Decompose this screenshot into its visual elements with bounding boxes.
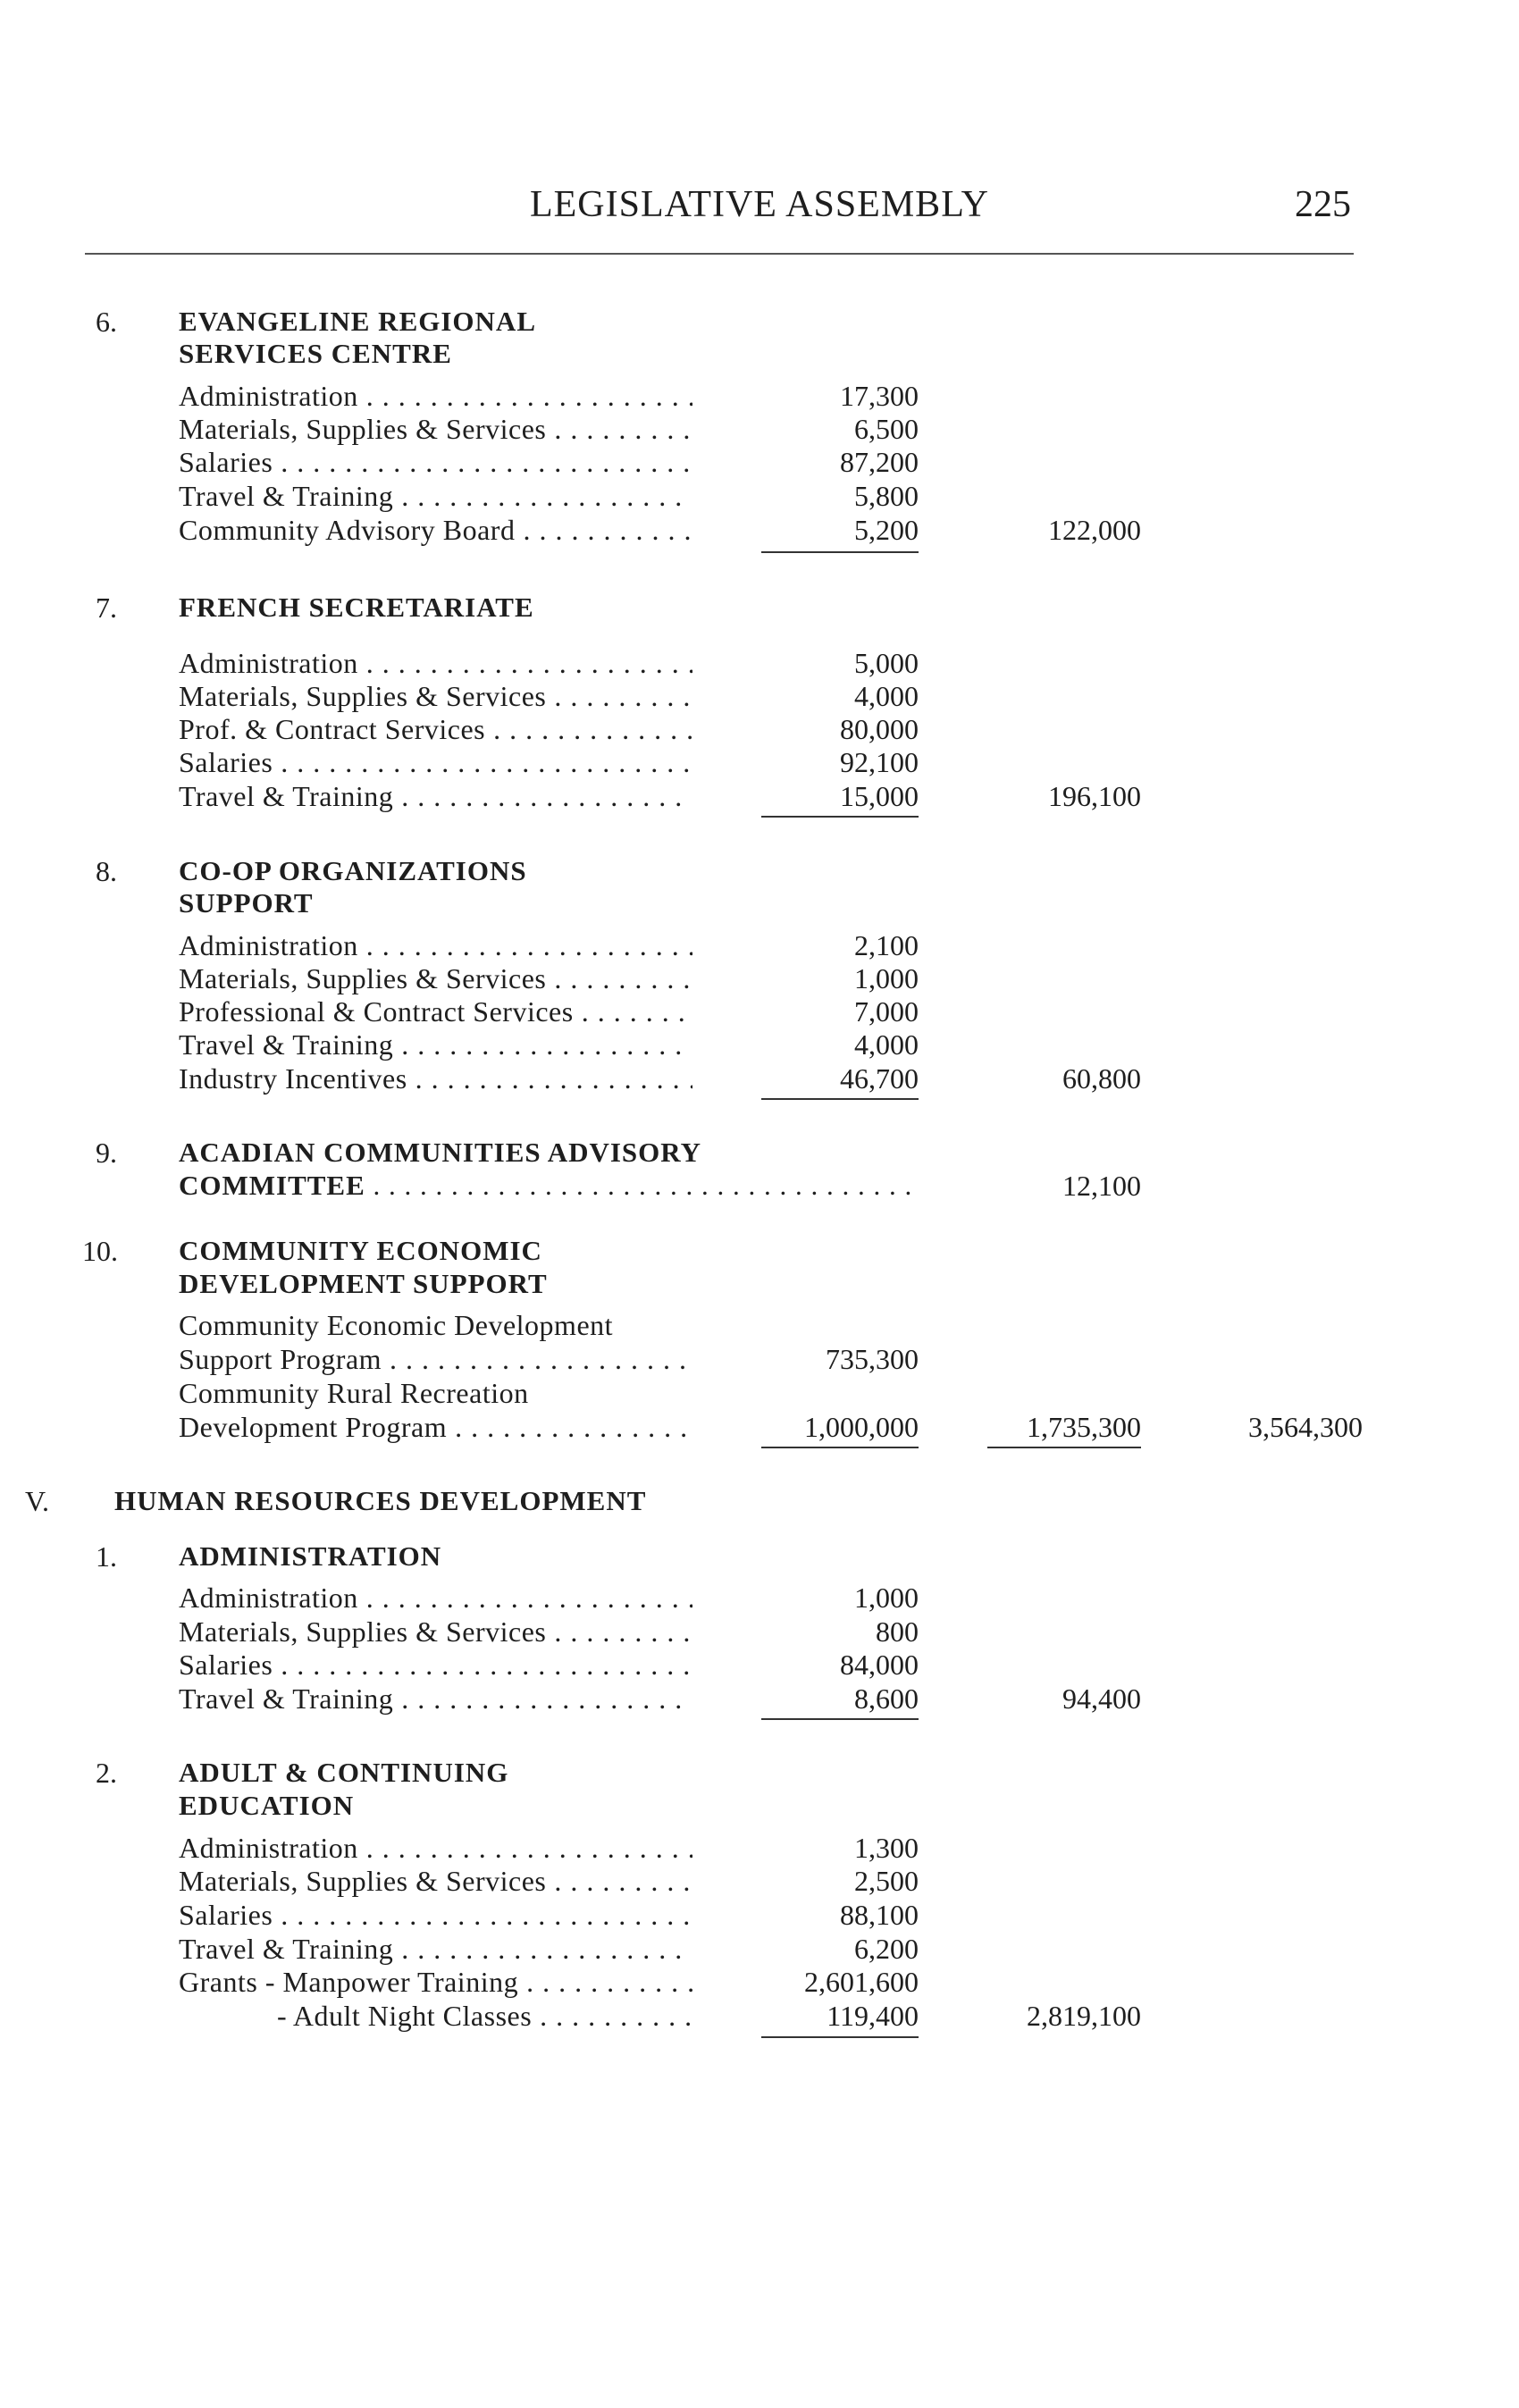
item-label: Travel & Training . . . <box>179 478 692 514</box>
item-amount: 46,700 <box>840 1062 919 1095</box>
subtotal-rule <box>761 1447 919 1448</box>
subtotal-rule <box>761 2036 919 2038</box>
line-item <box>0 778 1519 814</box>
section-heading-continued <box>0 1788 1519 1824</box>
section-number: 6. <box>96 306 117 338</box>
item-label: Grants - Manpower Training . . . <box>179 1964 692 2000</box>
item-label: Prof. & Contract Services . . . <box>179 711 692 747</box>
item-label: Materials, Supplies & Services . . . <box>179 411 692 447</box>
item-label: Materials, Supplies & Services . . . <box>179 1863 692 1899</box>
item-amount: 84,000 <box>840 1649 919 1681</box>
line-item <box>0 478 1519 514</box>
section-heading <box>0 1233 1519 1269</box>
section-title: FRENCH SECRETARIATE <box>179 592 534 623</box>
line-item <box>0 711 1519 747</box>
section-number: 9. <box>96 1137 117 1169</box>
item-label: Salaries . . . <box>179 1647 692 1682</box>
line-item <box>0 1614 1519 1649</box>
line-item <box>0 1964 1519 2000</box>
line-item <box>0 1375 1519 1411</box>
item-amount: 5,800 <box>854 480 919 512</box>
section-total: 122,000 <box>1048 514 1141 546</box>
line-item <box>0 678 1519 714</box>
line-item <box>0 961 1519 996</box>
subtotal-rule <box>761 1098 919 1100</box>
section-number: 10. <box>82 1235 118 1267</box>
item-amount: 4,000 <box>854 680 919 712</box>
line-item <box>0 1863 1519 1899</box>
total-rule <box>987 1447 1141 1448</box>
part-title: HUMAN RESOURCES DEVELOPMENT <box>114 1485 647 1516</box>
section-title: ADMINISTRATION <box>179 1540 442 1572</box>
item-amount: 88,100 <box>840 1899 919 1931</box>
item-label: Development Program . . . <box>179 1409 692 1445</box>
item-label: Community Rural Recreation <box>179 1377 529 1409</box>
line-item <box>0 411 1519 447</box>
section-title: ACADIAN COMMUNITIES ADVISORY <box>179 1137 701 1168</box>
item-amount: 800 <box>876 1615 919 1648</box>
section-total: 1,735,300 <box>1027 1411 1141 1443</box>
item-amount: 92,100 <box>840 746 919 778</box>
section-number: 7. <box>96 592 117 624</box>
item-label: Travel & Training . . . <box>179 1931 692 1967</box>
item-label: Professional & Contract Services . . . <box>179 994 692 1029</box>
section-total: 196,100 <box>1048 780 1141 812</box>
item-label: Administration . . . <box>179 927 692 963</box>
line-item <box>0 744 1519 780</box>
line-item <box>0 1647 1519 1682</box>
item-label: Administration . . . <box>179 1830 692 1866</box>
line-item <box>0 927 1519 963</box>
section-heading <box>0 853 1519 889</box>
line-item <box>0 1897 1519 1933</box>
page-header <box>0 183 1519 237</box>
line-item <box>0 1830 1519 1866</box>
part-numeral: V. <box>25 1485 49 1517</box>
item-amount: 87,200 <box>840 446 919 478</box>
item-amount: 2,601,600 <box>804 1966 919 1998</box>
line-item <box>0 1061 1519 1096</box>
item-amount: 7,000 <box>854 995 919 1028</box>
item-label: Salaries . . . <box>179 744 692 780</box>
line-item <box>0 378 1519 414</box>
item-amount: 5,200 <box>854 514 919 546</box>
item-amount: 119,400 <box>827 2000 919 2032</box>
item-label: - Adult Night Classes . . . <box>277 1998 692 2034</box>
section-title: ADULT & CONTINUING <box>179 1757 509 1788</box>
item-amount: 6,200 <box>854 1933 919 1965</box>
section-heading <box>0 1539 1519 1574</box>
subtotal-rule <box>761 1718 919 1720</box>
item-label: Industry Incentives . . . <box>179 1061 692 1096</box>
subtotal-rule <box>761 816 919 818</box>
item-amount: 80,000 <box>840 713 919 745</box>
section-title: SERVICES CENTRE <box>179 338 452 369</box>
line-item <box>0 1307 1519 1343</box>
item-label: Community Economic Development <box>179 1309 614 1341</box>
item-label: Salaries . . . <box>179 1897 692 1933</box>
section-heading <box>0 1135 1519 1170</box>
section-heading <box>0 304 1519 340</box>
item-amount: 5,000 <box>854 647 919 679</box>
header-rule <box>85 253 1354 255</box>
item-label: Administration . . . <box>179 378 692 414</box>
section-title: EDUCATION <box>179 1790 355 1821</box>
item-amount: 6,500 <box>854 413 919 445</box>
section-heading-continued <box>0 885 1519 921</box>
item-amount: 1,000 <box>854 962 919 994</box>
item-amount: 1,000,000 <box>804 1411 919 1443</box>
line-item <box>0 1998 1519 2034</box>
item-amount: 8,600 <box>854 1682 919 1715</box>
section-title: COMMITTEE . . . <box>179 1168 911 1204</box>
item-label: Materials, Supplies & Services . . . <box>179 678 692 714</box>
line-item <box>0 1027 1519 1062</box>
item-amount: 15,000 <box>840 780 919 812</box>
item-label: Support Program . . . <box>179 1341 692 1377</box>
item-amount: 1,300 <box>854 1832 919 1864</box>
item-label: Travel & Training . . . <box>179 1027 692 1062</box>
line-item <box>0 1931 1519 1967</box>
item-label: Materials, Supplies & Services . . . <box>179 1614 692 1649</box>
section-total: 60,800 <box>1062 1062 1141 1095</box>
section-number: 1. <box>96 1540 117 1573</box>
running-title: LEGISLATIVE ASSEMBLY <box>530 184 989 225</box>
section-title: CO-OP ORGANIZATIONS <box>179 855 527 886</box>
section-title: DEVELOPMENT SUPPORT <box>179 1268 548 1299</box>
item-amount: 1,000 <box>854 1582 919 1614</box>
page-number: 225 <box>1295 184 1351 225</box>
section-title: EVANGELINE REGIONAL <box>179 306 536 337</box>
grand-total: 3,564,300 <box>1248 1411 1363 1443</box>
section-total: 2,819,100 <box>1027 2000 1141 2032</box>
item-label: Travel & Training . . . <box>179 1681 692 1716</box>
item-amount: 735,300 <box>826 1343 919 1375</box>
section-heading-continued <box>0 336 1519 372</box>
section-heading-continued <box>0 1168 1519 1204</box>
subtotal-rule <box>761 551 919 553</box>
item-label: Administration . . . <box>179 645 692 681</box>
section-number: 8. <box>96 855 117 887</box>
section-heading <box>0 590 1519 625</box>
item-amount: 17,300 <box>840 380 919 412</box>
section-heading <box>0 1755 1519 1791</box>
item-label: Salaries . . . <box>179 444 692 480</box>
item-amount: 2,100 <box>854 929 919 961</box>
line-item <box>0 512 1519 548</box>
line-item <box>0 1341 1519 1377</box>
item-label: Community Advisory Board . . . <box>179 512 692 548</box>
line-item <box>0 645 1519 681</box>
item-label: Travel & Training . . . <box>179 778 692 814</box>
line-item <box>0 1409 1519 1445</box>
section-total: 12,100 <box>1062 1170 1141 1202</box>
line-item <box>0 1580 1519 1615</box>
line-item <box>0 1681 1519 1716</box>
item-label: Administration . . . <box>179 1580 692 1615</box>
item-amount: 4,000 <box>854 1028 919 1061</box>
line-item <box>0 994 1519 1029</box>
section-title: SUPPORT <box>179 887 314 919</box>
item-label: Materials, Supplies & Services . . . <box>179 961 692 996</box>
part-heading <box>0 1483 1519 1519</box>
line-item <box>0 444 1519 480</box>
section-number: 2. <box>96 1757 117 1789</box>
section-heading-continued <box>0 1266 1519 1302</box>
section-title: COMMUNITY ECONOMIC <box>179 1235 542 1266</box>
section-total: 94,400 <box>1062 1682 1141 1715</box>
item-amount: 2,500 <box>854 1865 919 1897</box>
